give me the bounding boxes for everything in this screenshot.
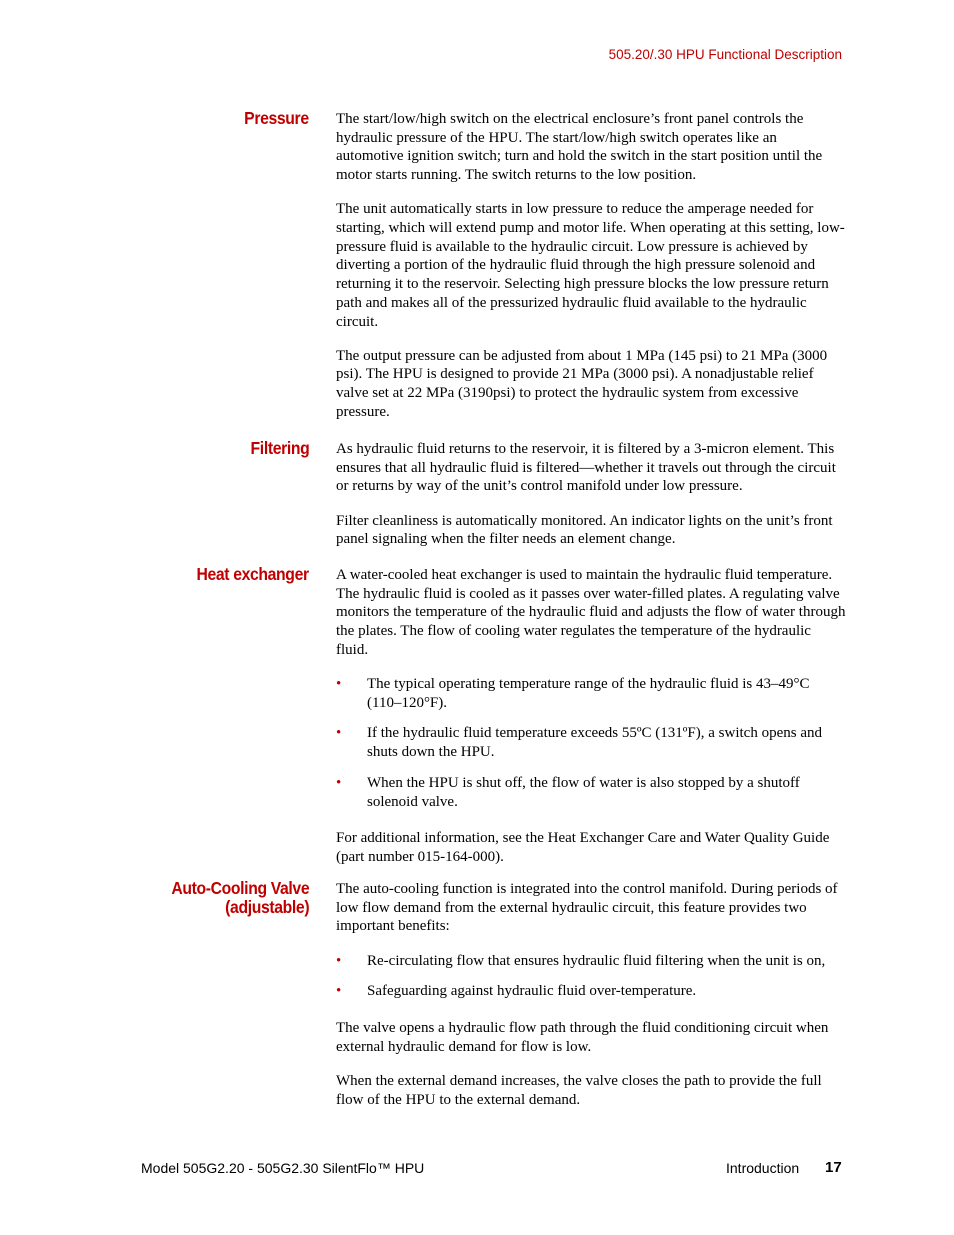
heading-line: Auto-Cooling Valve xyxy=(171,878,309,898)
heading-heat-exchanger: Heat exchanger xyxy=(196,564,309,584)
list-item: • If the hydraulic fluid temperature exceeds 55ºC (131ºF), a switch opens and shuts down the HPU. xyxy=(336,725,822,761)
paragraph: The valve opens a hydraulic flow path through the fluid conditioning circuit when external hydraulic demand for flow is low. xyxy=(336,1020,829,1055)
paragraph: The auto-cooling function is integrated into the control manifold. During periods of low flow demand from the external hydraulic circuit, this feature provides two important benefits: xyxy=(336,881,838,935)
list-item: • Re-circulating flow that ensures hydraulic fluid filtering when the unit is on, xyxy=(336,952,826,969)
bullet-list xyxy=(336,952,846,1001)
heading-line: (adjustable) xyxy=(224,897,309,917)
bullet-list xyxy=(336,675,846,811)
paragraph: As hydraulic fluid returns to the reservoir, it is filtered by a 3-micron element. This ensures that all hydraulic fluid is filtered—whether it travels out through the circuit or returns by way of the unit’s control manifold under low pressure. xyxy=(336,441,836,495)
paragraph: The output pressure can be adjusted from about 1 MPa (145 psi) to 21 MPa (3000 psi). The HPU is designed to provide 21 MPa (3000 psi). A nonadjustable relief valve set at 22 MPa (3190psi) to protect the hydraulic system from excessive pressure. xyxy=(336,347,828,420)
bullet-icon: • xyxy=(336,676,342,693)
heat-exchanger-body xyxy=(336,566,846,882)
heading-filtering: Filtering xyxy=(250,438,309,458)
bullet-icon: • xyxy=(336,983,342,1000)
paragraph: The unit automatically starts in low pressure to reduce the amperage needed for starting, which will extend pump and motor life. When operating at this setting, low-pressure fluid is available to the hydraulic circuit. Low pressure is achieved by diverting a portion of the hydraulic fluid through the high pressure solenoid and returning it to the reservoir. Selecting high pressure blocks the low pressure return path and makes all of the pressurized hydraulic fluid available to the hydraulic circuit. xyxy=(336,201,845,330)
paragraph: Filter cleanliness is automatically monitored. An indicator lights on the unit’s front panel signaling when the filter needs an element change. xyxy=(336,512,833,548)
list-item: • The typical operating temperature range of the hydraulic fluid is 43–49°C (110–120°F). xyxy=(336,676,810,711)
footer-model: Model 505G2.20 - 505G2.30 SilentFlo™ HPU xyxy=(141,1160,425,1176)
running-head: 505.20/.30 HPU Functional Description xyxy=(608,47,842,62)
bullet-icon: • xyxy=(336,725,342,742)
footer-chapter: Introduction xyxy=(726,1160,800,1176)
bullet-icon: • xyxy=(336,952,342,969)
auto-cooling-body xyxy=(336,880,846,1125)
paragraph: The start/low/high switch on the electrical enclosure’s front panel controls the hydraulic pressure of the HPU. The start/low/high switch operates like an automotive ignition switch; turn and hold the switch in the start position until the motor starts running. The switch returns to the low position. xyxy=(336,111,823,184)
paragraph: A water-cooled heat exchanger is used to maintain the hydraulic fluid temperature. The hydraulic fluid is cooled as it passes over water-filled plates. A regulating valve monitors the temperature of the hydraulic fluid and adjusts the flow of water through the plates. The flow of cooling water regulates the temperature of the hydraulic fluid. xyxy=(336,567,846,658)
pressure-body xyxy=(336,110,846,437)
paragraph: When the external demand increases, the valve closes the path to provide the full flow of the HPU to the external demand. xyxy=(336,1072,822,1108)
list-item: • When the HPU is shut off, the flow of water is also stopped by a shutoff solenoid valve. xyxy=(336,774,800,810)
list-item: • Safeguarding against hydraulic fluid over-temperature. xyxy=(336,983,697,1000)
bullet-icon: • xyxy=(336,774,342,791)
heading-auto-cooling-valve xyxy=(171,879,309,917)
page-number: 17 xyxy=(825,1159,842,1176)
filtering-body xyxy=(336,440,846,565)
heading-pressure: Pressure xyxy=(244,108,309,128)
paragraph: For additional information, see the Heat Exchanger Care and Water Quality Guide (part number 015-164-000). xyxy=(336,830,830,865)
